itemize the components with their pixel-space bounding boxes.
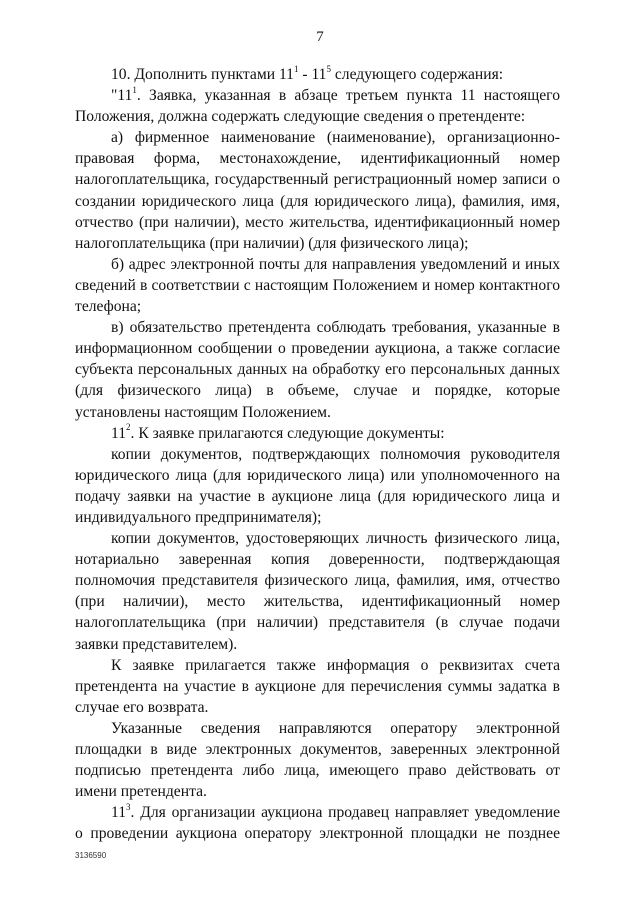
text-run: - 11 [298,66,327,83]
text-run: К заявке прилагается также информация о реквизитах счета претендента на участие в аукционе для перечисления суммы задатка в случае его возврата. [75,656,560,716]
superscript: 1 [132,84,137,95]
superscript: 5 [326,63,331,74]
text-run: а) фирменное наименование (наименование), организационно-правовая форма, местонахождение, идентификационный номер налогоплательщика, государственный регистрационный номер записи о создании юридического лица (для юридического лица), фамилия, имя, отчество (при наличии), место жительства, идентификационный номер налогоплательщика (при наличии) (для физического лица); [75,129,560,252]
text-run: "11 [111,87,133,105]
text-run: 10. Дополнить пунктами 11 [111,66,294,83]
text-run: следующего содержания: [330,66,504,83]
text-run: Указанные сведения направляются оператору электронной площадки в виде электронных документов, заверенных электронной подписью претендента либо лица, имеющего право действовать от имени претендента. [75,719,560,801]
text-run: копии документов, подтверждающих полномочия руководителя юридического лица (для юридического лица) или уполномоченного на подачу заявки на участие в аукционе лица (для юридического лица и индивидуального предпринимателя); [75,445,560,526]
paragraph-p5 [75,317,560,422]
superscript: 3 [126,802,131,813]
paragraph-p8 [75,528,560,655]
paragraph-p10 [75,718,560,802]
text-run: б) адрес электронной почты для направления уведомлений и иных сведений в соответствии с настоящим Положением и номер контактного телефона; [75,255,560,316]
paragraph-p11 [75,802,560,844]
paragraph-p3 [75,127,560,254]
superscript: 2 [126,422,131,433]
text-run: 11 [111,424,127,442]
text-run: . Для организации аукциона продавец направляет уведомление о проведении аукциона оператору электронной площадки не позднее [75,804,560,843]
page-number: 7 [316,29,324,45]
text-run: 11 [111,804,127,822]
paragraph-p6 [75,423,560,444]
document-code: 3136590 [75,851,107,860]
paragraph-p1 [75,64,560,85]
text-run: в) обязательство претендента соблюдать требования, указанные в информационном сообщении о проведении аукциона, а также согласие субъекта персональных данных на обработку его персональных данных (для физического лица) в объеме, случае и порядке, которые установлены настоящим Положением. [75,319,560,421]
paragraph-p9 [75,655,560,718]
paragraph-p4 [75,254,560,317]
paragraph-p7 [75,444,560,528]
text-run: копии документов, удостоверяющих личность физического лица, нотариально заверенная копия доверенности, подтверждающая полномочия представителя физического лица, фамилия, имя, отчество (при наличии), место жительства, идентификационный номер налогоплательщика (при наличии) представителя (в случае подачи заявки представителем). [75,530,560,653]
text-run: . К заявке прилагаются следующие документы: [130,424,445,442]
document-body [75,64,560,844]
text-run: . Заявка, указанная в абзаце третьем пункта 11 настоящего Положения, должна содержать следующие сведения о претенденте: [75,87,560,126]
paragraph-p2 [75,85,560,127]
superscript: 1 [293,63,299,74]
